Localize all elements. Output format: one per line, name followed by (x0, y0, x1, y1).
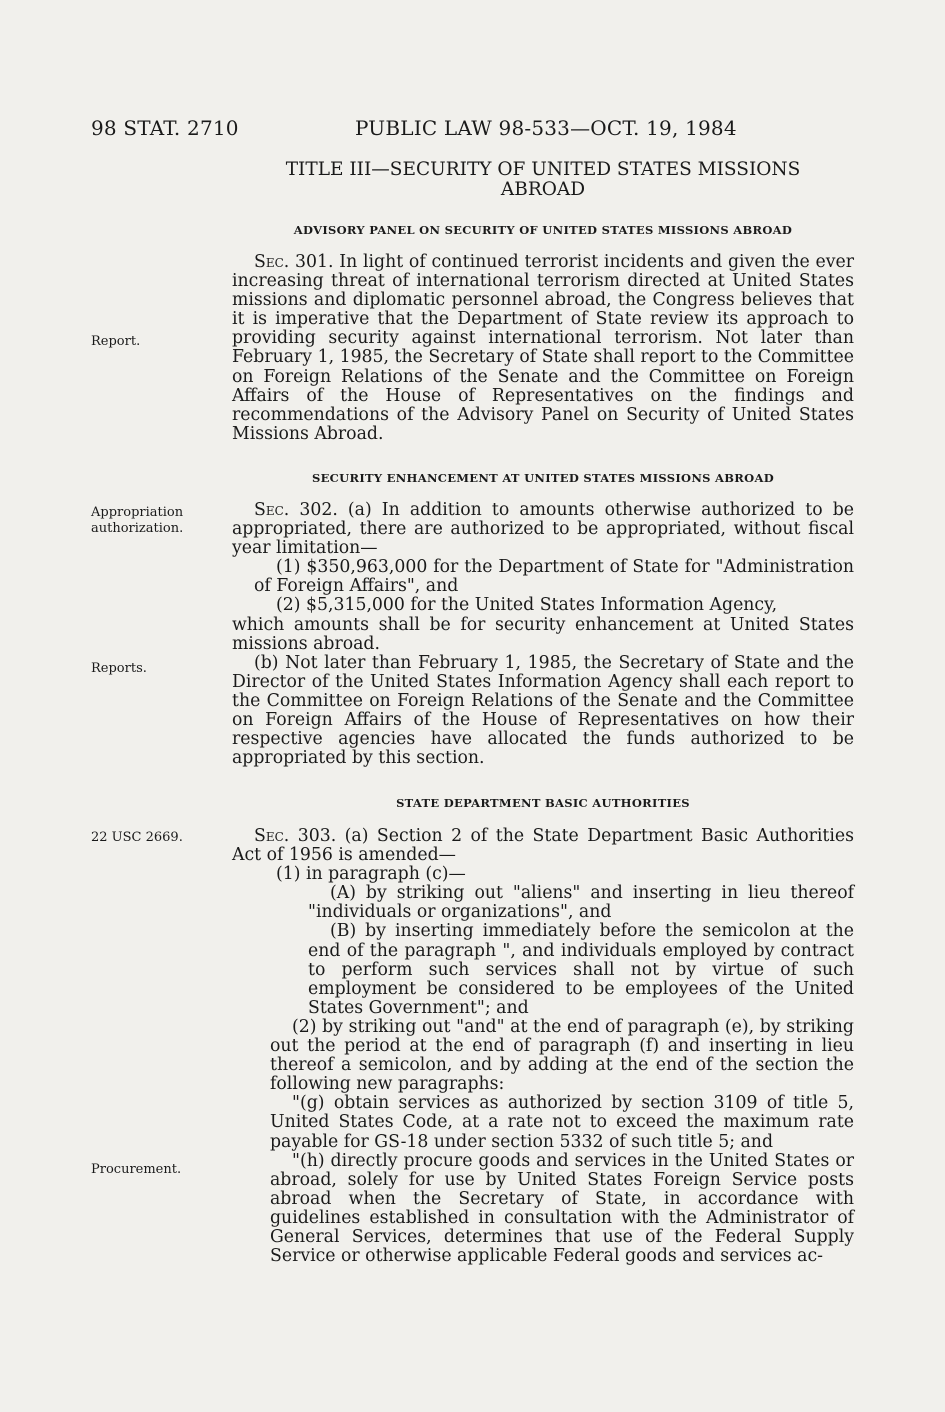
stat-page-number: 98 STAT. 2710 (91, 116, 239, 140)
section-301-text: . 301. In light of continued terrorist incidents and given the ever increasing threat of international terrorism directed at United States missions and diplomatic personnel abroad, the Congress believes that it is imperative that the Department of State review its approach to providing security against international terrorism. Not later than February 1, 1985, the Secretary of State shall report to the Committee on Foreign Relations of the Senate and the Committee on Foreign Affairs of the House of Representatives on the findings and recommendations of the Advisory Panel on Security of United States Missions Abroad. (232, 252, 854, 444)
section-label: Sec (254, 252, 284, 272)
margin-note-appropriation-line-1: Appropriation (91, 505, 184, 520)
section-301-body (232, 253, 854, 444)
section-303-g: "(g) obtain services as authorized by section 3109 of title 5, United States Code, at a rate not to exceed the maximum rate payable for GS-18 under section 5332 of such title 5; and (270, 1093, 854, 1152)
section-302-b: (b) Not later than February 1, 1985, the Secretary of State and the Director of the United States Information Agency shall each report to the Committee on Foreign Relations of the Senate and the Committee on Foreign Affairs of the House of Representatives on how their respective agencies have allocated the funds authorized to be appropriated by this section. (232, 652, 854, 769)
section-302-a-text: . 302. (a) In addition to amounts otherwise authorized to be appropriated, there are authorized to be appropriated, without fiscal year limitation— (232, 500, 854, 559)
section-303-2: (2) by striking out "and" at the end of paragraph (e), by striking out the period at the end of paragraph (f) and inserting in lieu thereof a semicolon, and by adding at the end of the section the following new paragraphs: (270, 1016, 854, 1095)
margin-note-appropriation (91, 505, 183, 537)
margin-note-usc: 22 USC 2669. (91, 830, 183, 845)
section-302-heading: SECURITY ENHANCEMENT AT UNITED STATES MISSIONS ABROAD (312, 471, 774, 485)
section-302-a1 (232, 558, 854, 596)
section-303-a (232, 827, 854, 865)
section-301-paragraph (232, 253, 854, 444)
title-heading (232, 160, 854, 200)
margin-note-report: Report. (91, 334, 141, 349)
margin-note-appropriation-line-2: authorization. (91, 521, 184, 536)
margin-note-procurement: Procurement. (91, 1162, 182, 1177)
section-302-a2: (2) $5,315,000 for the United States Information Agency, (276, 595, 778, 616)
public-law-header: PUBLIC LAW 98-533—OCT. 19, 1984 (355, 116, 737, 140)
section-302-body (232, 501, 854, 768)
section-303-B: (B) by inserting immediately before the semicolon at the end of the paragraph ", and individuals employed by contract to perform such services shall not by virtue of such employment be considered to be employees of the United States Government"; and (308, 921, 854, 1018)
section-303-h: "(h) directly procure goods and services in the United States or abroad, solely for use by United States Foreign Service posts abroad when the Secretary of State, in accordance with guidelines established in consultation with the Administrator of General Services, determines that use of the Federal Supply Service or otherwise applicable Federal goods and services ac- (270, 1150, 854, 1267)
section-303-1: (1) in paragraph (c)— (276, 864, 466, 885)
title-line-1: TITLE III—SECURITY OF UNITED STATES MISSIONS (285, 159, 801, 180)
section-303-body (232, 827, 854, 1266)
section-302-a (232, 501, 854, 558)
section-303-a-text: . 303. (a) Section 2 of the State Department Basic Authorities Act of 1956 is amended— (232, 826, 854, 866)
section-label: Sec (254, 500, 284, 520)
margin-note-reports: Reports. (91, 661, 147, 676)
section-301-heading: ADVISORY PANEL ON SECURITY OF UNITED STATES MISSIONS ABROAD (293, 223, 793, 237)
section-302-a-tail: which amounts shall be for security enhancement at United States missions abroad. (232, 614, 854, 654)
section-303-A: (A) by striking out "aliens" and inserting in lieu thereof "individuals or organizations", and (308, 883, 854, 923)
section-302-a1-text: (1) $350,963,000 for the Department of State for "Administration of Foreign Affairs", and (254, 557, 854, 597)
section-label: Sec (254, 826, 284, 846)
section-303-heading: STATE DEPARTMENT BASIC AUTHORITIES (396, 796, 690, 810)
title-line-2: ABROAD (500, 179, 586, 200)
